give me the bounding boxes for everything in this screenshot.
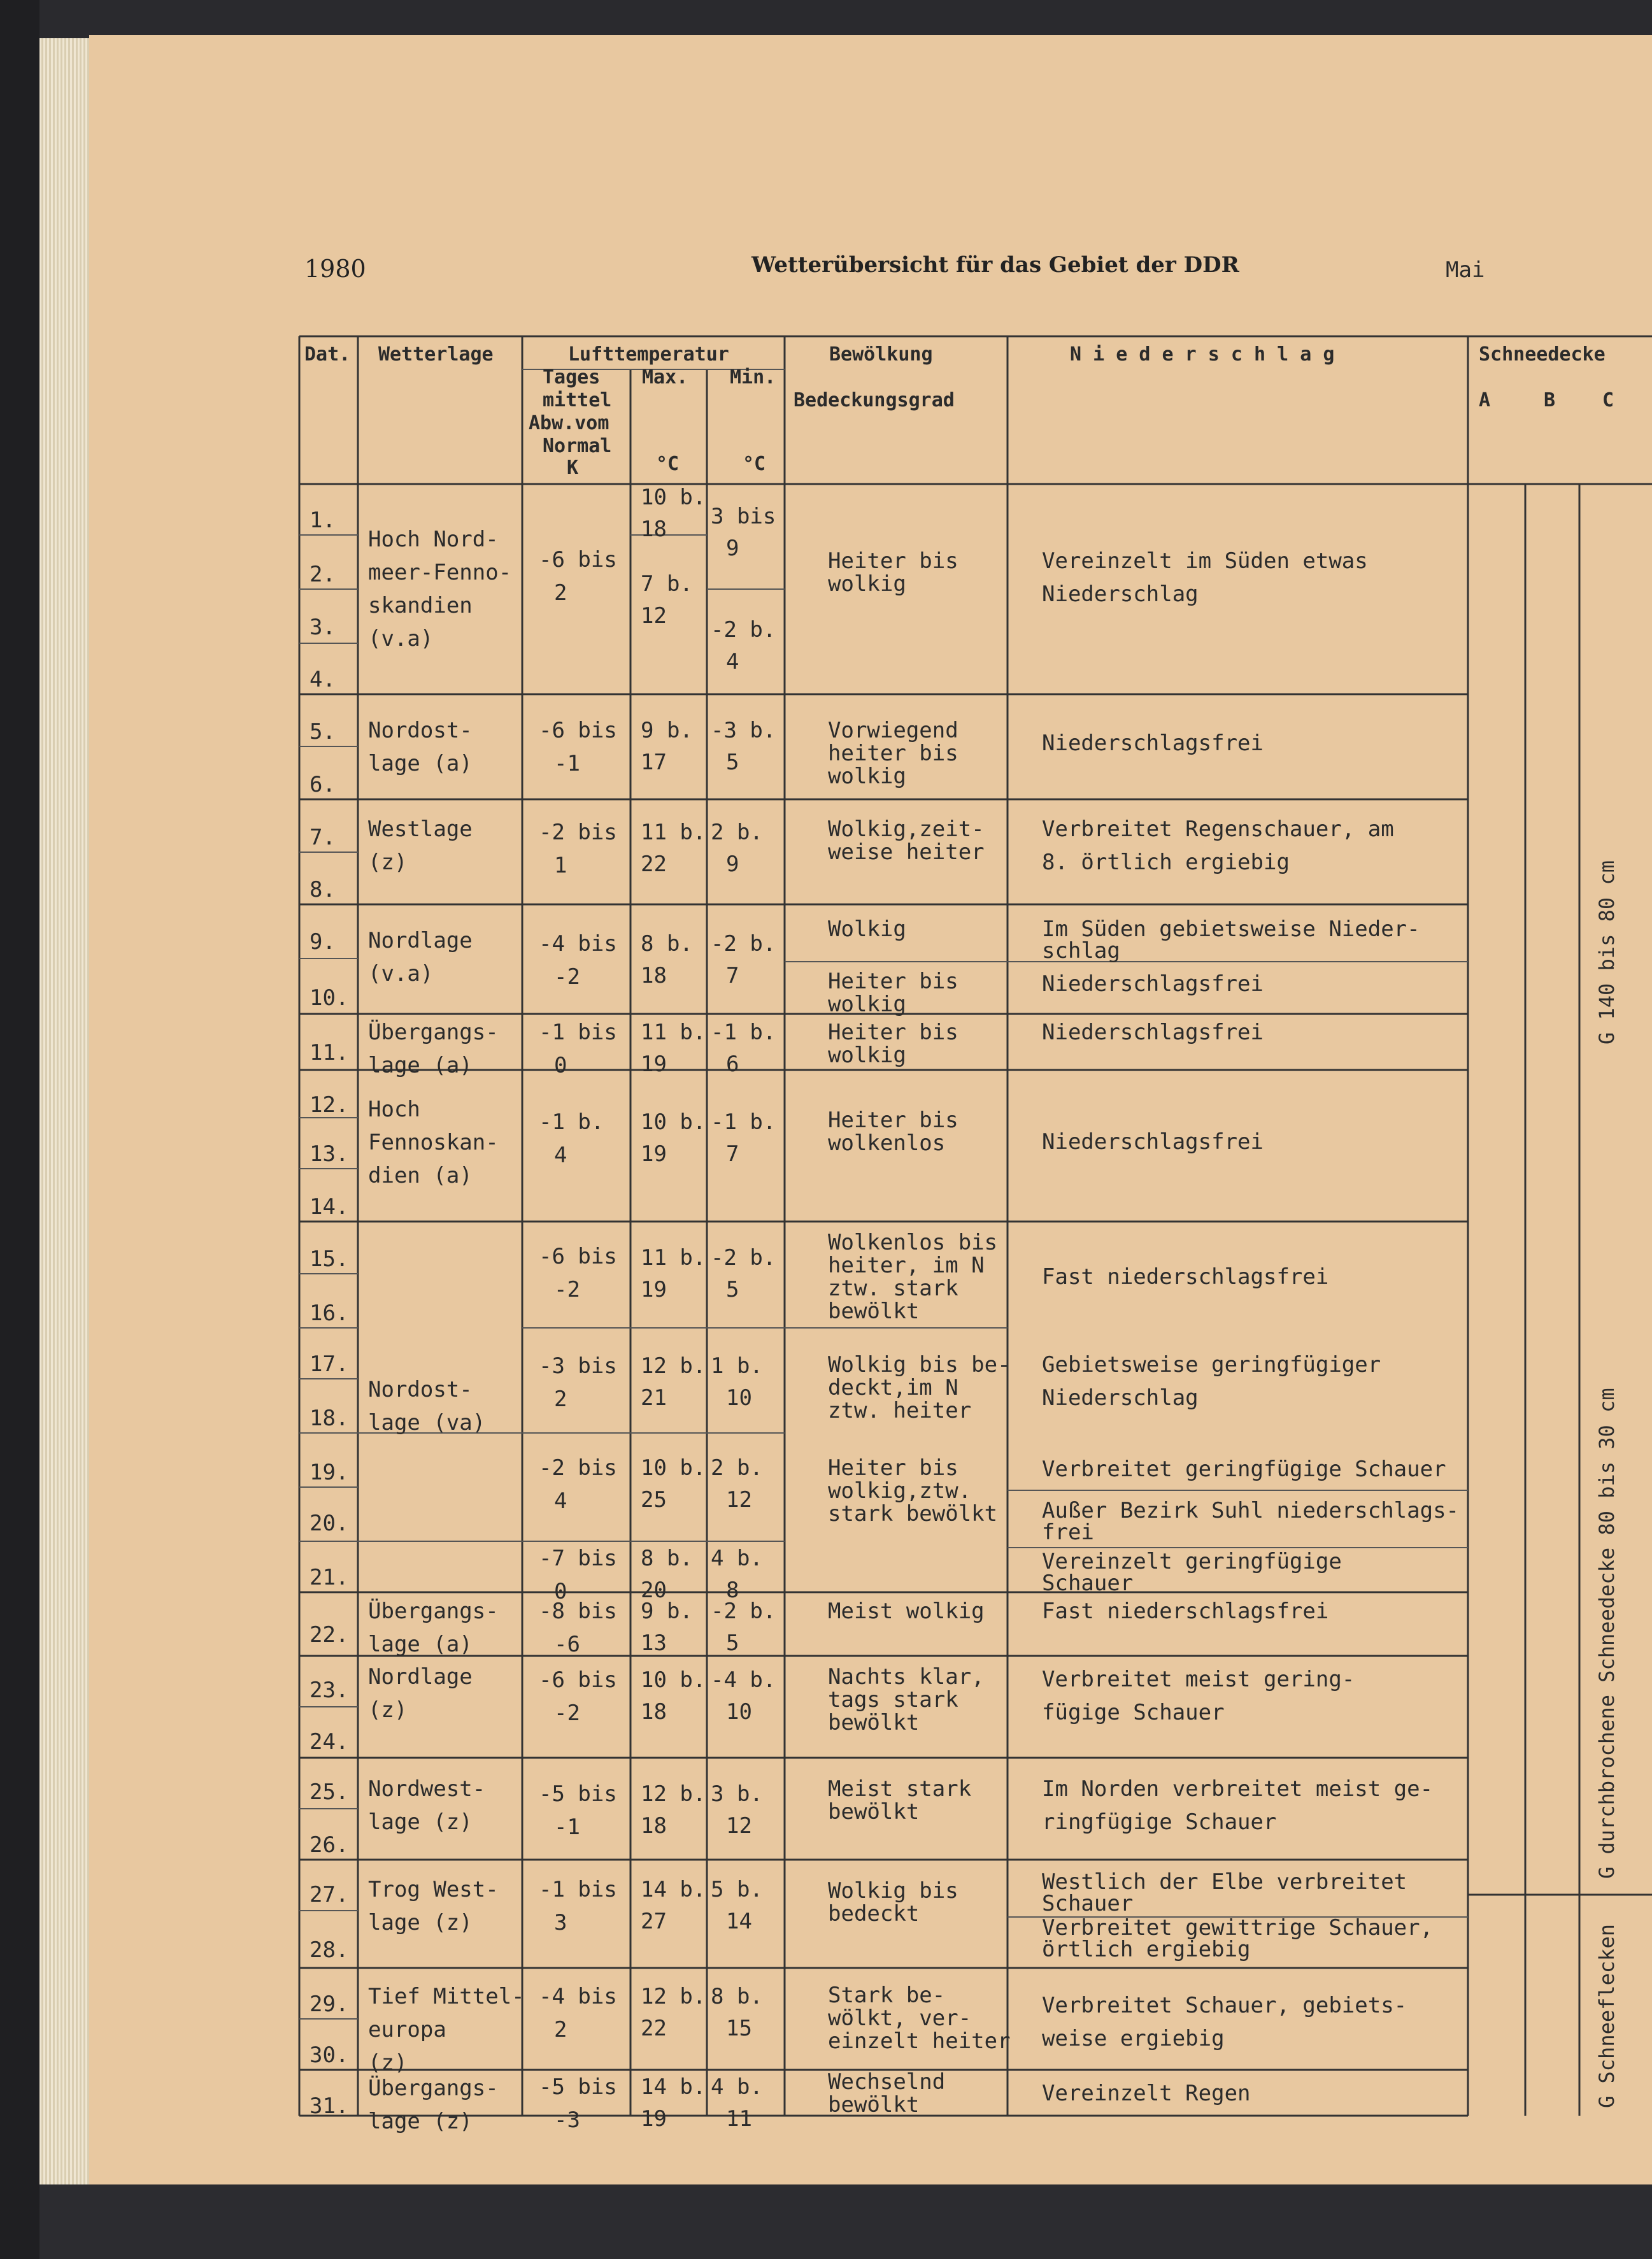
day-number: 11. [310, 1040, 349, 1065]
wetterlage-text: Hoch [368, 1097, 420, 1122]
mittel-value: -2 bis [539, 820, 617, 845]
wetterlage-text: Nordlage [368, 928, 473, 953]
max-value: 19 [641, 1051, 667, 1077]
day-number: 25. [310, 1779, 349, 1805]
niederschlag-text: Westlich der Elbe verbreitet [1042, 1869, 1407, 1895]
day-number: 20. [310, 1511, 349, 1536]
wetterlage-text: lage (a) [368, 1053, 473, 1078]
niederschlag-text: fügige Schauer [1042, 1700, 1225, 1725]
col-a: A [1479, 389, 1491, 411]
col-min-unit: °C [743, 453, 766, 475]
day-number: 21. [310, 1565, 349, 1590]
mittel-value: -1 [554, 1814, 580, 1840]
mittel-value: 4 [554, 1488, 567, 1514]
wetterlage-text: Nordlage [368, 1664, 473, 1690]
niederschlag-text: Niederschlag [1042, 581, 1199, 607]
wetterlage-text: Übergangs- [368, 1020, 499, 1045]
max-value: 14 b. [641, 1877, 706, 1902]
min-value: -1 b. [711, 1109, 776, 1135]
mittel-value: 2 [554, 1386, 567, 1412]
mittel-value: -2 [554, 1700, 580, 1726]
min-value: 4 b. [711, 2074, 763, 2100]
bewoelkung-text: stark bewölkt [828, 1501, 998, 1527]
mittel-value: -6 bis [539, 718, 617, 743]
niederschlag-text: 8. örtlich ergiebig [1042, 850, 1290, 875]
bewoelkung-text: wolkig,ztw. [828, 1478, 972, 1504]
min-value: -1 b. [711, 1020, 776, 1045]
niederschlag-text: Niederschlagsfrei [1042, 1129, 1264, 1155]
day-number: 19. [310, 1460, 349, 1485]
max-value: 18 [641, 1699, 667, 1725]
month: Mai [1446, 257, 1485, 283]
min-value: 2 b. [711, 1455, 763, 1481]
day-number: 14. [310, 1194, 349, 1220]
wetterlage-text: (z) [368, 2050, 408, 2076]
niederschlag-text: Außer Bezirk Suhl niederschlags- [1042, 1498, 1460, 1523]
min-value: 15 [726, 2016, 752, 2041]
day-number: 15. [310, 1246, 349, 1272]
day-number: 9. [310, 929, 336, 955]
mittel-value: -1 b. [539, 1109, 604, 1135]
col-lufttemperatur: Lufttemperatur [568, 343, 729, 366]
max-value: 12 b. [641, 1781, 706, 1807]
col-c: C [1602, 389, 1614, 411]
bewoelkung-text: wölkt, ver- [828, 2006, 972, 2031]
min-value: 9 [726, 536, 739, 561]
day-number: 4. [310, 667, 336, 692]
niederschlag-text: Schauer [1042, 1891, 1134, 1916]
max-value: 7 b. [641, 571, 693, 597]
day-number: 12. [310, 1092, 349, 1118]
mittel-value: -6 [554, 1632, 580, 1657]
max-value: 22 [641, 2016, 667, 2041]
col-tagesmittel-3: Abw.vom [529, 412, 609, 434]
day-number: 27. [310, 1882, 349, 1907]
niederschlag-text: Verbreitet Schauer, gebiets- [1042, 1993, 1407, 2018]
min-value: 9 [726, 852, 739, 877]
bewoelkung-text: Meist wolkig [828, 1599, 985, 1624]
bewoelkung-text: einzelt heiter [828, 2028, 1011, 2054]
max-value: 19 [641, 1141, 667, 1167]
mittel-value: 2 [554, 580, 567, 606]
niederschlag-text: weise ergiebig [1042, 2026, 1225, 2051]
min-value: -2 b. [711, 1245, 776, 1271]
max-value: 8 b. [641, 931, 693, 957]
wetterlage-text: (z) [368, 1697, 408, 1723]
mittel-value: 0 [554, 1579, 567, 1604]
day-number: 8. [310, 877, 336, 902]
bewoelkung-text: Heiter bis [828, 1455, 958, 1481]
min-value: 8 b. [711, 1984, 763, 2009]
bewoelkung-text: bewölkt [828, 2092, 920, 2118]
min-value: 10 [726, 1385, 752, 1411]
bewoelkung-text: heiter, im N [828, 1253, 985, 1278]
min-value: 5 [726, 750, 739, 775]
min-value: 12 [726, 1813, 752, 1839]
min-value: 4 [726, 649, 739, 674]
min-value: -2 b. [711, 1599, 776, 1624]
max-value: 11 b. [641, 820, 706, 845]
mittel-value: -2 [554, 1277, 580, 1302]
wetterlage-text: Nordost- [368, 718, 473, 743]
min-value: 3 b. [711, 1781, 763, 1807]
max-value: 12 b. [641, 1984, 706, 2009]
wetterlage-text: (v.a) [368, 626, 434, 652]
min-value: -3 b. [711, 718, 776, 743]
wetterlage-text: europa [368, 2017, 446, 2042]
mittel-value: -6 bis [539, 1244, 617, 1269]
day-number: 6. [310, 772, 336, 797]
max-value: 27 [641, 1909, 667, 1934]
mittel-value: -4 bis [539, 931, 617, 957]
max-value: 12 [641, 603, 667, 629]
mittel-value: -8 bis [539, 1599, 617, 1624]
bewoelkung-text: Nachts klar, [828, 1664, 985, 1690]
niederschlag-text: Niederschlagsfrei [1042, 971, 1264, 997]
day-number: 1. [310, 508, 336, 533]
day-number: 2. [310, 562, 336, 587]
day-number: 26. [310, 1832, 349, 1858]
max-value: 22 [641, 852, 667, 877]
col-bedeckungsgrad: Bedeckungsgrad [794, 389, 955, 411]
schnee-label-3: G Schneeflecken [1595, 1924, 1619, 2108]
max-value: 18 [641, 1813, 667, 1839]
min-value: 8 [726, 1578, 739, 1603]
min-value: 5 [726, 1630, 739, 1656]
max-value: 10 b. [641, 1455, 706, 1481]
min-value: 7 [726, 963, 739, 988]
niederschlag-text: Verbreitet gewittrige Schauer, [1042, 1915, 1434, 1941]
mittel-value: -6 bis [539, 1667, 617, 1693]
wetterlage-text: lage (a) [368, 751, 473, 776]
col-bewoelkung: Bewölkung [829, 343, 933, 366]
col-tagesmittel-4: Normal [543, 435, 612, 457]
wetterlage-text: Nordost- [368, 1377, 473, 1402]
bewoelkung-text: Heiter bis [828, 1108, 958, 1133]
day-number: 29. [310, 1992, 349, 2017]
day-number: 5. [310, 719, 336, 745]
mittel-value: -6 bis [539, 547, 617, 573]
wetterlage-text: dien (a) [368, 1163, 473, 1188]
col-niederschlag: N i e d e r s c h l a g [1070, 343, 1335, 366]
bewoelkung-text: wolkig [828, 1043, 906, 1068]
min-value: 5 [726, 1277, 739, 1302]
wetterlage-text: Westlage [368, 816, 473, 842]
day-number: 23. [310, 1678, 349, 1703]
wetterlage-text: lage (z) [368, 1910, 473, 1935]
mittel-value: 2 [554, 2017, 567, 2042]
wetterlage-text: Nordwest- [368, 1776, 486, 1802]
day-number: 28. [310, 1937, 349, 1963]
min-value: -2 b. [711, 617, 776, 643]
max-value: 25 [641, 1487, 667, 1513]
day-number: 24. [310, 1729, 349, 1755]
day-number: 16. [310, 1301, 349, 1326]
bewoelkung-text: deckt,im N [828, 1375, 958, 1400]
wetterlage-text: lage (z) [368, 1809, 473, 1835]
wetterlage-text: (v.a) [368, 961, 434, 987]
niederschlag-text: Verbreitet geringfügige Schauer [1042, 1457, 1446, 1482]
day-number: 30. [310, 2042, 349, 2068]
mittel-value: -4 bis [539, 1984, 617, 2009]
mittel-value: -1 bis [539, 1877, 617, 1902]
wetterlage-text: Übergangs- [368, 2076, 499, 2101]
bewoelkung-text: Heiter bis [828, 969, 958, 994]
day-number: 3. [310, 615, 336, 640]
day-number: 18. [310, 1406, 349, 1431]
wetterlage-text: lage (va) [368, 1410, 486, 1436]
bewoelkung-text: heiter bis [828, 741, 958, 766]
niederschlag-text: Gebietsweise geringfügiger [1042, 1352, 1381, 1378]
niederschlag-text: Niederschlagsfrei [1042, 730, 1264, 756]
wetterlage-text: (z) [368, 850, 408, 875]
niederschlag-text: Im Norden verbreitet meist ge- [1042, 1776, 1434, 1802]
max-value: 10 b. [641, 1667, 706, 1693]
wetterlage-text: lage (a) [368, 1632, 473, 1657]
max-value: 9 b. [641, 718, 693, 743]
min-value: 10 [726, 1699, 752, 1725]
mittel-value: -7 bis [539, 1546, 617, 1571]
mittel-value: -5 bis [539, 2074, 617, 2100]
bewoelkung-text: tags stark [828, 1687, 958, 1713]
min-value: -4 b. [711, 1667, 776, 1693]
bewoelkung-text: Vorwiegend [828, 718, 958, 743]
min-value: 1 b. [711, 1353, 763, 1379]
bewoelkung-text: wolkig [828, 992, 906, 1017]
max-value: 13 [641, 1630, 667, 1656]
mittel-value: 1 [554, 853, 567, 878]
max-value: 18 [641, 517, 667, 542]
niederschlag-text: Niederschlagsfrei [1042, 1020, 1264, 1045]
col-tagesmittel-5: K [567, 457, 579, 479]
max-value: 9 b. [641, 1599, 693, 1624]
mittel-value: -3 bis [539, 1353, 617, 1379]
max-value: 21 [641, 1385, 667, 1411]
max-value: 10 b. [641, 485, 706, 510]
col-min: Min. [730, 366, 776, 388]
col-schneedecke: Schneedecke [1479, 343, 1606, 366]
max-value: 11 b. [641, 1020, 706, 1045]
wetterlage-text: Hoch Nord- [368, 527, 499, 552]
day-number: 31. [310, 2093, 349, 2119]
niederschlag-text: Vereinzelt Regen [1042, 2081, 1251, 2106]
wetterlage-text: skandien [368, 593, 473, 618]
day-number: 22. [310, 1622, 349, 1648]
min-value: 3 bis [711, 504, 776, 529]
max-value: 10 b. [641, 1109, 706, 1135]
niederschlag-text: Im Süden gebietsweise Nieder- [1042, 916, 1420, 942]
wetterlage-text: Fennoskan- [368, 1130, 499, 1155]
min-value: -2 b. [711, 931, 776, 957]
niederschlag-text: Schauer [1042, 1571, 1134, 1596]
bewoelkung-text: Heiter bis [828, 1020, 958, 1045]
col-wetterlage: Wetterlage [378, 343, 494, 366]
bewoelkung-text: wolkenlos [828, 1130, 946, 1156]
col-max: Max. [642, 366, 688, 388]
bewoelkung-text: bewölkt [828, 1799, 920, 1825]
max-value: 20 [641, 1578, 667, 1603]
mittel-value: -1 [554, 751, 580, 776]
bewoelkung-text: bewölkt [828, 1710, 920, 1735]
min-value: 6 [726, 1051, 739, 1077]
wetterlage-text: Tief Mittel- [368, 1984, 525, 2009]
mittel-value: -1 bis [539, 1020, 617, 1045]
bewoelkung-text: ztw. heiter [828, 1398, 972, 1423]
day-number: 7. [310, 825, 336, 850]
max-value: 12 b. [641, 1353, 706, 1379]
min-value: 11 [726, 2106, 752, 2132]
col-tagesmittel-2: mittel [543, 389, 612, 411]
max-value: 8 b. [641, 1546, 693, 1571]
schnee-label-1: G 140 bis 80 cm [1595, 860, 1619, 1044]
bewoelkung-text: Meist stark [828, 1776, 972, 1802]
niederschlag-text: örtlich ergiebig [1042, 1937, 1251, 1962]
wetterlage-text: meer-Fenno- [368, 560, 512, 585]
bewoelkung-text: Heiter bis [828, 548, 958, 574]
min-value: 2 b. [711, 820, 763, 845]
mittel-value: -3 [554, 2107, 580, 2133]
page-title: Wetterübersicht für das Gebiet der DDR [751, 252, 1239, 278]
mittel-value: -2 bis [539, 1455, 617, 1481]
wetterlage-text: Übergangs- [368, 1599, 499, 1624]
bewoelkung-text: Wolkig,zeit- [828, 816, 985, 842]
niederschlag-text: Fast niederschlagsfrei [1042, 1264, 1329, 1290]
mittel-value: 3 [554, 1910, 567, 1935]
min-value: 14 [726, 1909, 752, 1934]
bewoelkung-text: Wechselnd [828, 2069, 946, 2095]
min-value: 5 b. [711, 1877, 763, 1902]
bewoelkung-text: wolkig [828, 764, 906, 789]
bewoelkung-text: bewölkt [828, 1299, 920, 1324]
niederschlag-text: schlag [1042, 938, 1120, 964]
col-dat: Dat. [304, 343, 351, 366]
mittel-value: 0 [554, 1053, 567, 1078]
schnee-label-2: G durchbrochene Schneedecke 80 bis 30 cm [1595, 1388, 1619, 1879]
niederschlag-text: Vereinzelt im Süden etwas [1042, 548, 1368, 574]
niederschlag-text: Fast niederschlagsfrei [1042, 1599, 1329, 1624]
max-value: 19 [641, 1277, 667, 1302]
mittel-value: -2 [554, 964, 580, 990]
col-tagesmittel-1: Tages [543, 366, 601, 388]
bewoelkung-text: Wolkig bis be- [828, 1352, 1011, 1378]
day-number: 17. [310, 1351, 349, 1377]
mittel-value: -5 bis [539, 1781, 617, 1807]
max-value: 19 [641, 2106, 667, 2132]
niederschlag-text: frei [1042, 1520, 1094, 1545]
bewoelkung-text: ztw. stark [828, 1276, 958, 1301]
col-b: B [1544, 389, 1556, 411]
day-number: 10. [310, 985, 349, 1011]
min-value: 4 b. [711, 1546, 763, 1571]
bewoelkung-text: Wolkenlos bis [828, 1230, 998, 1255]
min-value: 12 [726, 1487, 752, 1513]
bewoelkung-text: weise heiter [828, 839, 985, 865]
wetterlage-text: Trog West- [368, 1877, 499, 1902]
day-number: 13. [310, 1141, 349, 1167]
max-value: 14 b. [641, 2074, 706, 2100]
bewoelkung-text: Wolkig [828, 916, 906, 942]
max-value: 11 b. [641, 1245, 706, 1271]
mittel-value: 4 [554, 1143, 567, 1168]
min-value: 7 [726, 1141, 739, 1167]
col-max-unit: °C [656, 453, 680, 475]
max-value: 17 [641, 750, 667, 775]
niederschlag-text: Vereinzelt geringfügige [1042, 1549, 1342, 1574]
bewoelkung-text: wolkig [828, 571, 906, 597]
bewoelkung-text: Wolkig bis [828, 1878, 958, 1904]
bewoelkung-text: Stark be- [828, 1983, 946, 2008]
niederschlag-text: Verbreitet meist gering- [1042, 1667, 1355, 1692]
niederschlag-text: ringfügige Schauer [1042, 1809, 1277, 1835]
wetterlage-text: lage (z) [368, 2109, 473, 2134]
niederschlag-text: Verbreitet Regenschauer, am [1042, 816, 1394, 842]
year: 1980 [304, 255, 366, 283]
niederschlag-text: Niederschlag [1042, 1385, 1199, 1411]
bewoelkung-text: bedeckt [828, 1901, 920, 1927]
max-value: 18 [641, 963, 667, 988]
